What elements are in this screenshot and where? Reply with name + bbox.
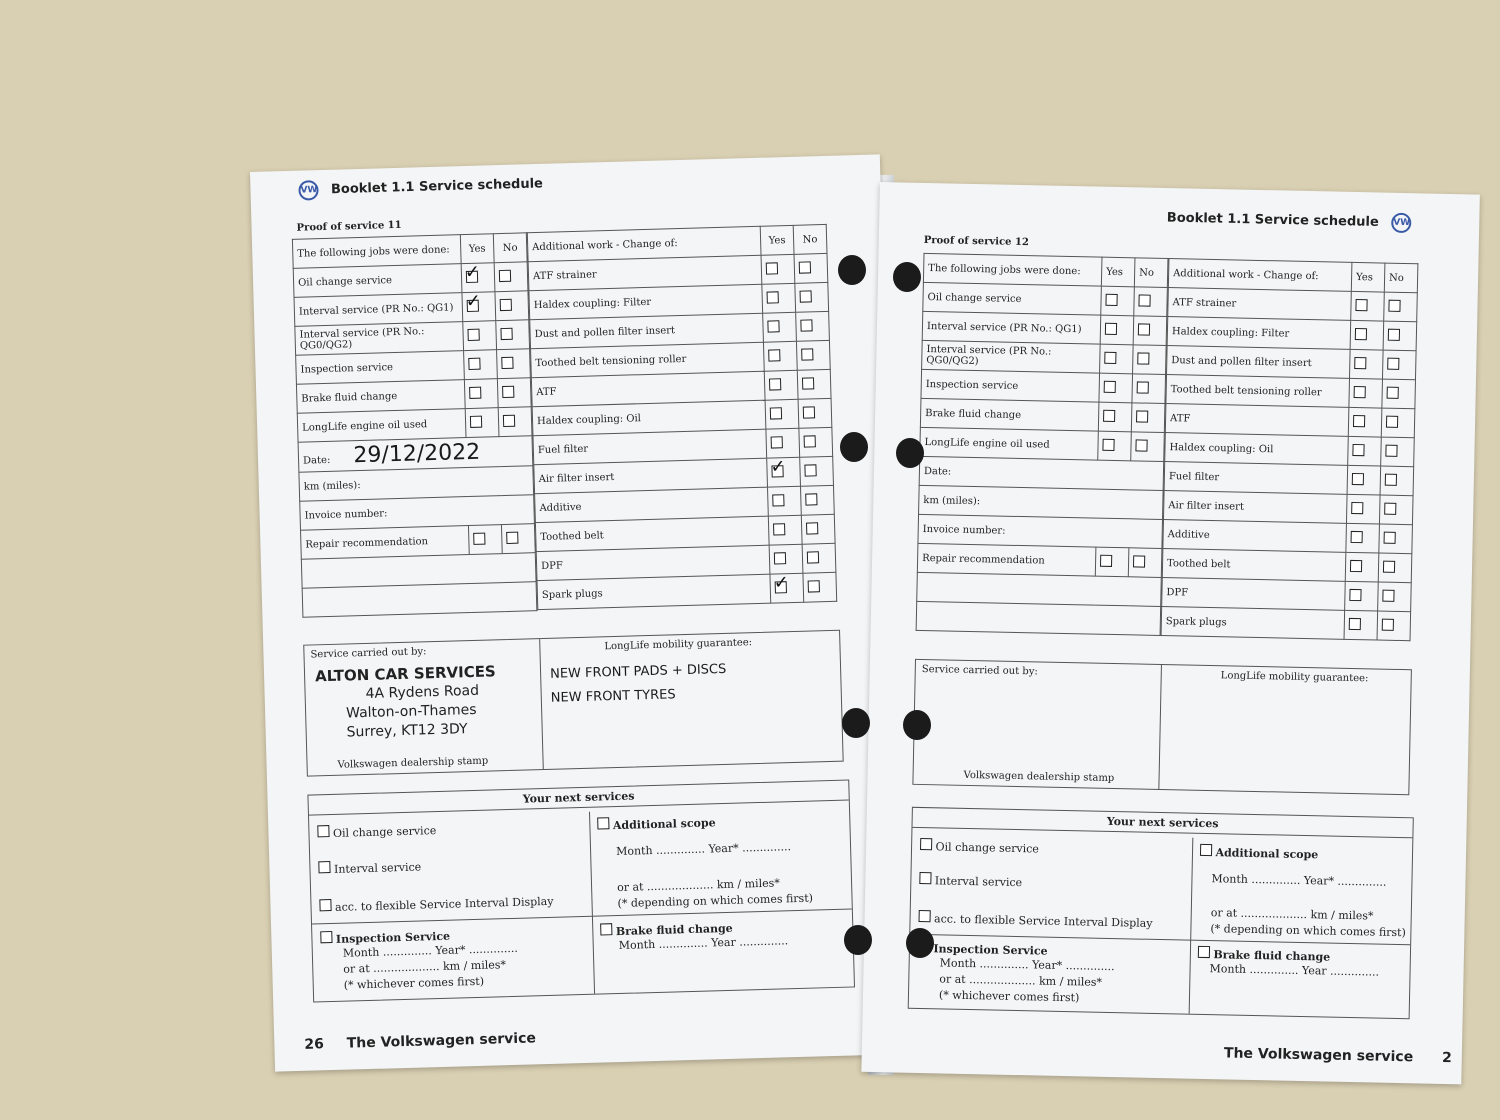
next-brake: Brake fluid change bbox=[1213, 948, 1331, 964]
col-jobs: The following jobs were done: bbox=[292, 235, 461, 269]
service-by-label: Service carried out by: bbox=[310, 646, 427, 661]
checkbox[interactable] bbox=[1388, 299, 1400, 311]
additional-label: Additive bbox=[535, 487, 769, 522]
col-yes: Yes bbox=[460, 234, 494, 264]
checkbox[interactable] bbox=[1102, 438, 1114, 450]
checkbox[interactable] bbox=[1385, 473, 1397, 485]
checkbox[interactable] bbox=[1384, 502, 1396, 514]
checkbox[interactable] bbox=[506, 531, 518, 543]
checkbox[interactable] bbox=[597, 817, 609, 829]
binder-hole bbox=[893, 262, 921, 292]
checkbox[interactable] bbox=[807, 551, 819, 563]
checkbox[interactable] bbox=[1385, 444, 1397, 456]
next-whichever: (* whichever comes first) bbox=[343, 974, 485, 992]
checkbox[interactable] bbox=[1105, 322, 1117, 334]
checkbox[interactable] bbox=[1352, 443, 1364, 455]
binder-hole bbox=[838, 255, 866, 285]
checkbox[interactable] bbox=[320, 931, 332, 943]
checkbox[interactable] bbox=[1104, 380, 1116, 392]
checkbox[interactable] bbox=[806, 522, 818, 534]
next-insp-month: Month .............. Year* .............. bbox=[342, 941, 518, 960]
next-brake: Brake fluid change bbox=[615, 921, 733, 939]
checkbox[interactable] bbox=[800, 319, 812, 331]
checkbox[interactable] bbox=[772, 494, 784, 506]
stamp-line: Surrey, KT12 3DY bbox=[346, 721, 468, 741]
additional-label: Air filter insert bbox=[1163, 491, 1347, 524]
date-value[interactable]: 29/12/2022 bbox=[353, 439, 481, 469]
next-insp-or: or at ................... km / miles* bbox=[939, 972, 1103, 989]
checkbox[interactable] bbox=[766, 262, 778, 274]
right-page bbox=[861, 182, 1480, 1084]
left-jobs-table bbox=[292, 232, 537, 617]
left-additional-table bbox=[527, 224, 837, 610]
checkbox[interactable] bbox=[470, 415, 482, 427]
next-additional-scope: Additional scope bbox=[612, 816, 716, 833]
additional-label: DPF bbox=[536, 545, 770, 580]
next-or-at: or at ................... km / miles* bbox=[1210, 906, 1374, 923]
checkbox[interactable] bbox=[920, 838, 932, 850]
job-label: LongLife engine oil used bbox=[297, 409, 466, 443]
additional-label: Dust and pollen filter insert bbox=[1167, 346, 1351, 379]
job-label: Interval service (PR No.: QG0/QG2) bbox=[922, 340, 1101, 373]
checkbox[interactable] bbox=[767, 291, 779, 303]
additional-label: Air filter insert bbox=[534, 458, 768, 493]
dealer-stamp bbox=[315, 662, 498, 743]
checkbox[interactable] bbox=[500, 298, 512, 310]
additional-label: Spark plugs bbox=[1161, 606, 1345, 639]
checkbox[interactable] bbox=[502, 385, 514, 397]
additional-label: ATF strainer bbox=[1168, 288, 1352, 321]
checkbox[interactable] bbox=[473, 532, 485, 544]
additional-label: ATF bbox=[531, 371, 765, 406]
checkbox[interactable] bbox=[773, 523, 785, 535]
checkbox[interactable] bbox=[770, 407, 782, 419]
checkbox[interactable] bbox=[1138, 294, 1150, 306]
checkbox[interactable] bbox=[468, 357, 480, 369]
checkbox[interactable] bbox=[1137, 352, 1149, 364]
checkbox[interactable] bbox=[799, 261, 811, 273]
stamp-area bbox=[304, 639, 544, 776]
additional-label: Fuel filter bbox=[533, 429, 767, 464]
checkbox[interactable] bbox=[1354, 385, 1366, 397]
next-services-box bbox=[307, 780, 855, 1003]
checkbox[interactable] bbox=[803, 406, 815, 418]
checkbox[interactable] bbox=[318, 861, 330, 873]
checkbox[interactable] bbox=[1353, 414, 1365, 426]
checkbox[interactable] bbox=[1133, 555, 1145, 567]
binder-hole bbox=[844, 925, 872, 955]
checkbox[interactable] bbox=[1103, 409, 1115, 421]
checkbox[interactable] bbox=[1352, 472, 1364, 484]
next-depending: (* depending on which comes first) bbox=[1210, 922, 1406, 940]
additional-label: DPF bbox=[1162, 577, 1346, 610]
job-label: Oil change service bbox=[923, 282, 1102, 315]
checkbox[interactable] bbox=[771, 436, 783, 448]
additional-label: ATF strainer bbox=[528, 255, 762, 290]
checkbox[interactable] bbox=[1349, 588, 1361, 600]
next-interval: Interval service bbox=[934, 874, 1023, 890]
checkbox[interactable] bbox=[467, 299, 479, 311]
col-additional: Additional work - Change of: bbox=[527, 226, 761, 261]
checkbox[interactable] bbox=[466, 270, 478, 282]
km-label: km (miles): bbox=[919, 485, 1164, 519]
next-month-year: Month .............. Year* .............. bbox=[1211, 872, 1387, 889]
checkbox[interactable] bbox=[775, 581, 787, 593]
binder-hole bbox=[896, 438, 924, 468]
invoice-label: Invoice number: bbox=[300, 495, 535, 531]
binder-hole bbox=[903, 710, 931, 740]
checkbox[interactable] bbox=[768, 349, 780, 361]
col-no: No bbox=[1384, 263, 1418, 293]
next-month-year: Month .............. Year* .............. bbox=[615, 840, 792, 859]
vw-logo-icon: VW bbox=[298, 180, 319, 201]
additional-label: ATF bbox=[1165, 404, 1349, 437]
checkbox[interactable] bbox=[500, 327, 512, 339]
job-label: Interval service (PR No.: QG0/QG2) bbox=[295, 322, 464, 356]
right-header bbox=[1167, 208, 1420, 233]
additional-label: Spark plugs bbox=[537, 574, 771, 609]
checkbox[interactable] bbox=[469, 386, 481, 398]
col-jobs: The following jobs were done: bbox=[923, 253, 1102, 286]
binder-hole bbox=[840, 432, 868, 462]
vw-logo-icon: VW bbox=[1391, 213, 1411, 233]
checkbox[interactable] bbox=[1200, 844, 1212, 856]
additional-label: Fuel filter bbox=[1164, 462, 1348, 495]
checkbox[interactable] bbox=[767, 320, 779, 332]
guarantee-label: LongLife mobility guarantee: bbox=[604, 637, 753, 653]
right-header-title: Booklet 1.1 Service schedule bbox=[1166, 210, 1379, 230]
checkbox[interactable] bbox=[1350, 559, 1362, 571]
checkbox[interactable] bbox=[1137, 381, 1149, 393]
checkbox[interactable] bbox=[503, 414, 515, 426]
next-inspection: Inspection Service bbox=[335, 929, 451, 946]
footer-text: The Volkswagen service bbox=[1223, 1045, 1414, 1066]
next-insp-or: or at ................... km / miles* bbox=[343, 958, 507, 976]
stamp-line: 4A Rydens Road bbox=[365, 682, 480, 702]
repair-label: Repair recommendation bbox=[917, 543, 1096, 576]
checkbox[interactable] bbox=[1138, 323, 1150, 335]
checkbox[interactable] bbox=[805, 493, 817, 505]
next-title: Your next services bbox=[308, 781, 848, 816]
checkbox[interactable] bbox=[804, 435, 816, 447]
next-brake-month: Month .............. Year .............. bbox=[1209, 962, 1380, 979]
additional-label: Additive bbox=[1163, 520, 1347, 553]
next-depending: (* depending on which comes first) bbox=[617, 891, 814, 911]
checkbox[interactable] bbox=[1105, 293, 1117, 305]
checkbox[interactable] bbox=[919, 872, 931, 884]
checkbox[interactable] bbox=[1382, 589, 1394, 601]
checkbox[interactable] bbox=[919, 910, 931, 922]
additional-label: Haldex coupling: Filter bbox=[529, 284, 763, 319]
right-next-services-box bbox=[908, 807, 1414, 1019]
additional-label: Toothed belt bbox=[535, 516, 769, 551]
checkbox[interactable] bbox=[804, 464, 816, 476]
job-label: Interval service (PR No.: QG1) bbox=[922, 311, 1101, 344]
job-label: LongLife engine oil used bbox=[920, 427, 1099, 460]
right-proof-title: Proof of service 12 bbox=[923, 234, 1029, 249]
next-flexible: acc. to flexible Service Interval Display bbox=[334, 894, 554, 914]
stamp-line: Walton-on-Thames bbox=[345, 701, 477, 722]
right-service-box bbox=[912, 659, 1412, 795]
checkbox[interactable] bbox=[801, 348, 813, 360]
date-label: Date: bbox=[919, 456, 1164, 490]
checkbox[interactable] bbox=[1100, 554, 1112, 566]
job-label: Oil change service bbox=[293, 264, 462, 298]
stamp-line: ALTON CAR SERVICES bbox=[314, 662, 496, 686]
checkbox[interactable] bbox=[802, 377, 814, 389]
next-brake-month: Month .............. Year .............. bbox=[618, 934, 789, 953]
checkbox[interactable] bbox=[774, 552, 786, 564]
right-jobs-table bbox=[916, 253, 1169, 636]
dealer-stamp-label: Volkswagen dealership stamp bbox=[963, 769, 1115, 785]
job-label: Brake fluid change bbox=[920, 398, 1099, 431]
checkbox[interactable] bbox=[499, 269, 511, 281]
additional-label: Toothed belt bbox=[1162, 549, 1346, 582]
col-no: No bbox=[793, 224, 827, 254]
job-label: Interval service (PR No.: QG1) bbox=[294, 293, 463, 327]
col-yes: Yes bbox=[1351, 262, 1385, 292]
dealer-stamp-label: Volkswagen dealership stamp bbox=[337, 755, 489, 771]
service-by-label: Service carried out by: bbox=[921, 663, 1038, 678]
checkbox[interactable] bbox=[1384, 531, 1396, 543]
km-label: km (miles): bbox=[299, 466, 534, 502]
col-yes: Yes bbox=[1101, 257, 1135, 287]
col-no: No bbox=[493, 233, 527, 263]
handwritten-notes bbox=[550, 658, 727, 711]
checkbox[interactable] bbox=[317, 825, 329, 837]
checkbox[interactable] bbox=[319, 899, 331, 911]
guarantee-label: LongLife mobility guarantee: bbox=[1220, 670, 1369, 685]
job-label: Inspection service bbox=[296, 351, 465, 385]
page-number: 2 bbox=[1441, 1049, 1452, 1067]
checkbox[interactable] bbox=[1387, 386, 1399, 398]
additional-label: Dust and pollen filter insert bbox=[530, 313, 764, 348]
checkbox[interactable] bbox=[769, 378, 781, 390]
binder-hole bbox=[842, 708, 870, 738]
checkbox[interactable] bbox=[1355, 327, 1367, 339]
page-number: 26 bbox=[304, 1036, 325, 1053]
next-interval: Interval service bbox=[333, 860, 422, 876]
checkbox[interactable] bbox=[1351, 530, 1363, 542]
footer-text: The Volkswagen service bbox=[346, 1030, 537, 1052]
additional-label: Haldex coupling: Oil bbox=[532, 400, 766, 435]
date-label: Date: bbox=[302, 454, 331, 467]
col-yes: Yes bbox=[760, 225, 794, 255]
next-whichever: (* whichever comes first) bbox=[938, 988, 1080, 1005]
checkbox[interactable] bbox=[1354, 356, 1366, 368]
checkbox[interactable] bbox=[1349, 617, 1361, 629]
next-insp-month: Month .............. Year* .............. bbox=[939, 956, 1115, 974]
additional-label: Toothed belt tensioning roller bbox=[1166, 375, 1350, 408]
right-additional-table bbox=[1161, 258, 1419, 641]
next-title: Your next services bbox=[912, 808, 1412, 838]
checkbox[interactable] bbox=[1386, 415, 1398, 427]
checkbox[interactable] bbox=[1136, 410, 1148, 422]
checkbox[interactable] bbox=[1351, 501, 1363, 513]
job-label: Inspection service bbox=[921, 369, 1100, 402]
col-no: No bbox=[1134, 258, 1168, 288]
next-inspection: Inspection Service bbox=[933, 942, 1048, 958]
checkbox[interactable] bbox=[771, 465, 783, 477]
invoice-label: Invoice number: bbox=[918, 514, 1163, 548]
note-line: NEW FRONT PADS + DISCS bbox=[549, 661, 727, 682]
job-label: Brake fluid change bbox=[296, 380, 465, 414]
checkbox[interactable] bbox=[1388, 328, 1400, 340]
next-flexible: acc. to flexible Service Interval Display bbox=[933, 912, 1153, 930]
checkbox[interactable] bbox=[1135, 439, 1147, 451]
left-footer bbox=[304, 1030, 536, 1052]
right-footer bbox=[1224, 1045, 1452, 1066]
checkbox[interactable] bbox=[1104, 351, 1116, 363]
service-box bbox=[303, 630, 843, 777]
additional-label: Haldex coupling: Oil bbox=[1165, 433, 1349, 466]
checkbox[interactable] bbox=[1382, 618, 1394, 630]
additional-label: Haldex coupling: Filter bbox=[1167, 317, 1351, 350]
checkbox[interactable] bbox=[1355, 298, 1367, 310]
next-or-at: or at ................... km / miles* bbox=[616, 876, 780, 895]
repair-label: Repair recommendation bbox=[301, 526, 470, 560]
checkbox[interactable] bbox=[1387, 357, 1399, 369]
next-oil: Oil change service bbox=[935, 840, 1040, 856]
left-proof-title: Proof of service 11 bbox=[296, 219, 402, 234]
checkbox[interactable] bbox=[600, 923, 612, 935]
left-header-title: Booklet 1.1 Service schedule bbox=[330, 176, 544, 198]
left-header bbox=[290, 174, 543, 201]
next-additional-scope: Additional scope bbox=[1215, 846, 1319, 862]
checkbox[interactable] bbox=[1198, 946, 1210, 958]
next-oil: Oil change service bbox=[332, 824, 437, 840]
additional-label: Toothed belt tensioning roller bbox=[531, 342, 765, 377]
col-additional: Additional work - Change of: bbox=[1168, 259, 1352, 292]
checkbox[interactable] bbox=[808, 580, 820, 592]
binder-hole bbox=[906, 928, 934, 958]
checkbox[interactable] bbox=[501, 356, 513, 368]
checkbox[interactable] bbox=[1383, 560, 1395, 572]
checkbox[interactable] bbox=[467, 328, 479, 340]
left-page bbox=[250, 154, 905, 1071]
note-line: NEW FRONT TYRES bbox=[550, 687, 676, 706]
checkbox[interactable] bbox=[800, 290, 812, 302]
